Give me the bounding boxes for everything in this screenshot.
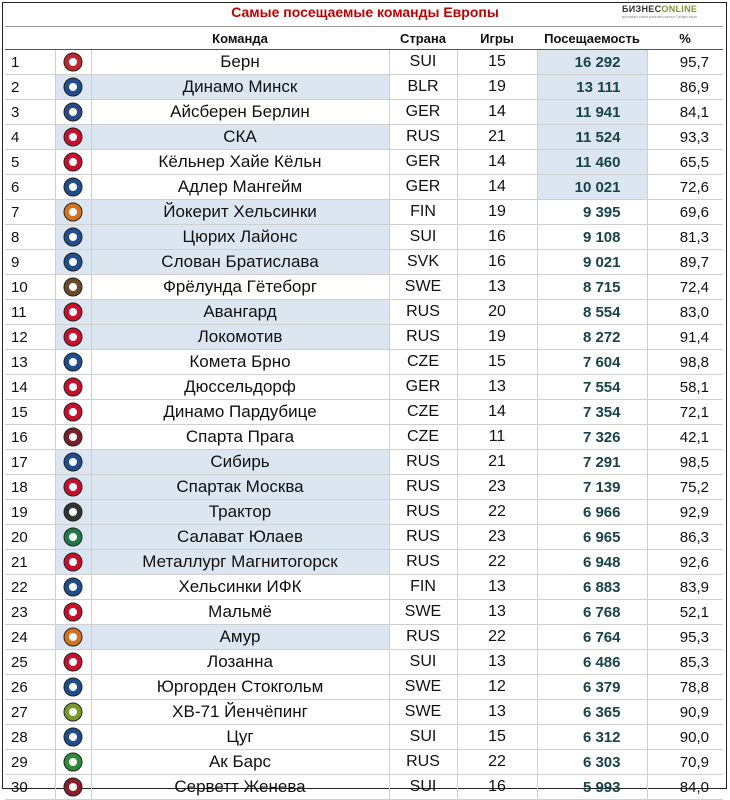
attendance-cell: 11 941 bbox=[537, 100, 647, 125]
rank-cell: 17 bbox=[5, 450, 55, 475]
team-name-cell: Цюрих Лайонс bbox=[91, 225, 389, 250]
team-name-cell: Серветт Женева bbox=[91, 775, 389, 800]
table-row bbox=[5, 300, 723, 325]
attendance-table bbox=[5, 26, 723, 800]
attendance-cell: 6 312 bbox=[537, 725, 647, 750]
country-cell: SWE bbox=[389, 600, 457, 625]
header-rank bbox=[5, 27, 55, 50]
country-cell: SUI bbox=[389, 50, 457, 75]
team-name-cell: Йокерит Хельсинки bbox=[91, 200, 389, 225]
pct-cell: 70,9 bbox=[647, 750, 723, 775]
rank-cell: 29 bbox=[5, 750, 55, 775]
country-cell: SUI bbox=[389, 725, 457, 750]
team-name-cell: Сибирь bbox=[91, 450, 389, 475]
team-name-cell: Юргорден Стокгольм bbox=[91, 675, 389, 700]
shark-icon bbox=[55, 150, 91, 175]
attendance-cell: 6 486 bbox=[537, 650, 647, 675]
table-row bbox=[5, 475, 723, 500]
eagle-icon bbox=[55, 175, 91, 200]
pct-cell: 98,8 bbox=[647, 350, 723, 375]
rank-cell: 5 bbox=[5, 150, 55, 175]
team-name-cell: Хельсинки ИФК bbox=[91, 575, 389, 600]
country-cell: RUS bbox=[389, 125, 457, 150]
attendance-cell: 7 604 bbox=[537, 350, 647, 375]
team-name-cell: Кёльнер Хайе Кёльн bbox=[91, 150, 389, 175]
table-row bbox=[5, 175, 723, 200]
pct-cell: 85,3 bbox=[647, 650, 723, 675]
rank-cell: 13 bbox=[5, 350, 55, 375]
games-cell: 19 bbox=[457, 200, 537, 225]
pct-cell: 69,6 bbox=[647, 200, 723, 225]
table-row bbox=[5, 450, 723, 475]
country-cell: BLR bbox=[389, 75, 457, 100]
games-cell: 16 bbox=[457, 250, 537, 275]
table-row bbox=[5, 600, 723, 625]
pct-cell: 92,6 bbox=[647, 550, 723, 575]
team-name-cell: Спарта Прага bbox=[91, 425, 389, 450]
country-cell: RUS bbox=[389, 475, 457, 500]
pct-cell: 92,9 bbox=[647, 500, 723, 525]
team-name-cell: СКА bbox=[91, 125, 389, 150]
games-cell: 23 bbox=[457, 525, 537, 550]
tiger-icon bbox=[55, 625, 91, 650]
games-cell: 13 bbox=[457, 275, 537, 300]
table-row bbox=[5, 700, 723, 725]
table-row bbox=[5, 575, 723, 600]
table-row bbox=[5, 650, 723, 675]
rank-cell: 9 bbox=[5, 250, 55, 275]
pct-cell: 72,1 bbox=[647, 400, 723, 425]
rank-cell: 4 bbox=[5, 125, 55, 150]
games-cell: 13 bbox=[457, 375, 537, 400]
team-name-cell: Берн bbox=[91, 50, 389, 75]
team-name-cell: Лозанна bbox=[91, 650, 389, 675]
games-cell: 19 bbox=[457, 75, 537, 100]
attendance-cell: 11 524 bbox=[537, 125, 647, 150]
team-name-cell: Адлер Мангейм bbox=[91, 175, 389, 200]
pct-cell: 52,1 bbox=[647, 600, 723, 625]
country-cell: SVK bbox=[389, 250, 457, 275]
games-cell: 15 bbox=[457, 725, 537, 750]
rank-cell: 2 bbox=[5, 75, 55, 100]
country-cell: SWE bbox=[389, 275, 457, 300]
rank-cell: 20 bbox=[5, 525, 55, 550]
pct-cell: 86,9 bbox=[647, 75, 723, 100]
games-cell: 14 bbox=[457, 100, 537, 125]
pct-cell: 84,1 bbox=[647, 100, 723, 125]
table-row bbox=[5, 100, 723, 125]
country-cell: RUS bbox=[389, 550, 457, 575]
country-cell: GER bbox=[389, 375, 457, 400]
rank-cell: 22 bbox=[5, 575, 55, 600]
attendance-cell: 7 554 bbox=[537, 375, 647, 400]
country-cell: CZE bbox=[389, 425, 457, 450]
logo-accent-text: ONLINE bbox=[661, 4, 698, 14]
rank-cell: 23 bbox=[5, 600, 55, 625]
table-row bbox=[5, 75, 723, 100]
sparta-s-icon bbox=[55, 425, 91, 450]
attendance-cell: 6 948 bbox=[537, 550, 647, 575]
comet-icon bbox=[55, 350, 91, 375]
pct-cell: 42,1 bbox=[647, 425, 723, 450]
games-cell: 13 bbox=[457, 600, 537, 625]
attendance-cell: 6 966 bbox=[537, 500, 647, 525]
rank-cell: 25 bbox=[5, 650, 55, 675]
games-cell: 14 bbox=[457, 175, 537, 200]
rank-cell: 8 bbox=[5, 225, 55, 250]
country-cell: RUS bbox=[389, 500, 457, 525]
rank-cell: 27 bbox=[5, 700, 55, 725]
indian-head-icon bbox=[55, 275, 91, 300]
salavat-icon bbox=[55, 525, 91, 550]
team-name-cell: Трактор bbox=[91, 500, 389, 525]
deg-lion-icon bbox=[55, 375, 91, 400]
country-cell: SUI bbox=[389, 775, 457, 800]
country-cell: SUI bbox=[389, 650, 457, 675]
table-row bbox=[5, 275, 723, 300]
attendance-cell: 7 326 bbox=[537, 425, 647, 450]
games-cell: 22 bbox=[457, 750, 537, 775]
games-cell: 13 bbox=[457, 700, 537, 725]
country-cell: GER bbox=[389, 150, 457, 175]
rank-cell: 26 bbox=[5, 675, 55, 700]
spartak-rhombus-icon bbox=[55, 475, 91, 500]
table-row bbox=[5, 725, 723, 750]
games-cell: 16 bbox=[457, 225, 537, 250]
country-cell: RUS bbox=[389, 525, 457, 550]
team-name-cell: Локомотив bbox=[91, 325, 389, 350]
country-cell: CZE bbox=[389, 350, 457, 375]
rank-cell: 18 bbox=[5, 475, 55, 500]
country-cell: CZE bbox=[389, 400, 457, 425]
polar-bear-icon bbox=[55, 100, 91, 125]
games-cell: 15 bbox=[457, 50, 537, 75]
pct-cell: 81,3 bbox=[647, 225, 723, 250]
table-row bbox=[5, 625, 723, 650]
attendance-cell: 10 021 bbox=[537, 175, 647, 200]
country-cell: GER bbox=[389, 175, 457, 200]
table-row bbox=[5, 425, 723, 450]
attendance-cell: 7 139 bbox=[537, 475, 647, 500]
team-name-cell: Ак Барс bbox=[91, 750, 389, 775]
ska-star-icon bbox=[55, 125, 91, 150]
lausanne-lion-icon bbox=[55, 650, 91, 675]
hv71-icon bbox=[55, 700, 91, 725]
rank-cell: 24 bbox=[5, 625, 55, 650]
rank-cell: 12 bbox=[5, 325, 55, 350]
pct-cell: 90,0 bbox=[647, 725, 723, 750]
servette-icon bbox=[55, 775, 91, 800]
table-row bbox=[5, 400, 723, 425]
page-title: Самые посещаемые команды Европы bbox=[231, 4, 499, 20]
attendance-cell: 9 021 bbox=[537, 250, 647, 275]
games-cell: 19 bbox=[457, 325, 537, 350]
pct-cell: 95,7 bbox=[647, 50, 723, 75]
table-row bbox=[5, 500, 723, 525]
team-name-cell: Комета Брно bbox=[91, 350, 389, 375]
games-cell: 22 bbox=[457, 500, 537, 525]
dinamo-minsk-bison-icon bbox=[55, 75, 91, 100]
rank-cell: 3 bbox=[5, 100, 55, 125]
lokomotiv-icon bbox=[55, 325, 91, 350]
games-cell: 20 bbox=[457, 300, 537, 325]
pct-cell: 98,5 bbox=[647, 450, 723, 475]
header-logo bbox=[55, 27, 91, 50]
pct-cell: 84,0 bbox=[647, 775, 723, 800]
attendance-cell: 6 379 bbox=[537, 675, 647, 700]
country-cell: RUS bbox=[389, 300, 457, 325]
pct-cell: 89,7 bbox=[647, 250, 723, 275]
country-cell: RUS bbox=[389, 625, 457, 650]
djurgarden-icon bbox=[55, 675, 91, 700]
logo-main-text: БИЗНЕС bbox=[622, 4, 662, 14]
attendance-cell: 16 292 bbox=[537, 50, 647, 75]
attendance-cell: 6 365 bbox=[537, 700, 647, 725]
attendance-cell: 9 395 bbox=[537, 200, 647, 225]
header-pct: % bbox=[647, 27, 723, 50]
hifk-icon bbox=[55, 575, 91, 600]
pct-cell: 75,2 bbox=[647, 475, 723, 500]
rank-cell: 1 bbox=[5, 50, 55, 75]
team-name-cell: ХВ-71 Йенчёпинг bbox=[91, 700, 389, 725]
attendance-cell: 6 965 bbox=[537, 525, 647, 550]
country-cell: SWE bbox=[389, 675, 457, 700]
table-header-row bbox=[5, 27, 723, 50]
country-cell: SWE bbox=[389, 700, 457, 725]
attendance-cell: 8 715 bbox=[537, 275, 647, 300]
pct-cell: 91,4 bbox=[647, 325, 723, 350]
country-cell: RUS bbox=[389, 325, 457, 350]
pct-cell: 65,5 bbox=[647, 150, 723, 175]
rank-cell: 16 bbox=[5, 425, 55, 450]
games-cell: 16 bbox=[457, 775, 537, 800]
pct-cell: 83,9 bbox=[647, 575, 723, 600]
pct-cell: 72,4 bbox=[647, 275, 723, 300]
pct-cell: 90,9 bbox=[647, 700, 723, 725]
table-row bbox=[5, 750, 723, 775]
pct-cell: 83,0 bbox=[647, 300, 723, 325]
rank-cell: 11 bbox=[5, 300, 55, 325]
attendance-cell: 6 764 bbox=[537, 625, 647, 650]
rank-cell: 14 bbox=[5, 375, 55, 400]
attendance-cell: 7 291 bbox=[537, 450, 647, 475]
table-row bbox=[5, 250, 723, 275]
ak-bars-leopard-icon bbox=[55, 750, 91, 775]
pct-cell: 93,3 bbox=[647, 125, 723, 150]
zug-bull-icon bbox=[55, 725, 91, 750]
team-name-cell: Металлург Магнитогорск bbox=[91, 550, 389, 575]
games-cell: 21 bbox=[457, 450, 537, 475]
team-name-cell: Цуг bbox=[91, 725, 389, 750]
table-row bbox=[5, 50, 723, 75]
games-cell: 14 bbox=[457, 150, 537, 175]
country-cell: GER bbox=[389, 100, 457, 125]
games-cell: 13 bbox=[457, 650, 537, 675]
attendance-cell: 7 354 bbox=[537, 400, 647, 425]
team-name-cell: Салават Юлаев bbox=[91, 525, 389, 550]
lion-icon bbox=[55, 225, 91, 250]
rank-cell: 6 bbox=[5, 175, 55, 200]
team-name-cell: Фрёлунда Гётеборг bbox=[91, 275, 389, 300]
traktor-icon bbox=[55, 500, 91, 525]
games-cell: 14 bbox=[457, 400, 537, 425]
country-cell: SUI bbox=[389, 225, 457, 250]
games-cell: 22 bbox=[457, 625, 537, 650]
team-name-cell: Амур bbox=[91, 625, 389, 650]
rank-cell: 30 bbox=[5, 775, 55, 800]
country-cell: RUS bbox=[389, 450, 457, 475]
header-games: Игры bbox=[457, 27, 537, 50]
games-cell: 12 bbox=[457, 675, 537, 700]
attendance-cell: 11 460 bbox=[537, 150, 647, 175]
attendance-cell: 9 108 bbox=[537, 225, 647, 250]
rank-cell: 21 bbox=[5, 550, 55, 575]
team-name-cell: Динамо Минск bbox=[91, 75, 389, 100]
table-row bbox=[5, 525, 723, 550]
jester-icon bbox=[55, 200, 91, 225]
table-row bbox=[5, 350, 723, 375]
team-name-cell: Спартак Москва bbox=[91, 475, 389, 500]
metallurg-icon bbox=[55, 550, 91, 575]
table-row bbox=[5, 550, 723, 575]
avangard-wings-icon bbox=[55, 300, 91, 325]
attendance-cell: 13 111 bbox=[537, 75, 647, 100]
attendance-cell: 8 272 bbox=[537, 325, 647, 350]
sibir-snowflake-icon bbox=[55, 450, 91, 475]
biznes-online-logo bbox=[622, 4, 722, 24]
table-row bbox=[5, 675, 723, 700]
country-cell: FIN bbox=[389, 200, 457, 225]
games-cell: 15 bbox=[457, 350, 537, 375]
games-cell: 11 bbox=[457, 425, 537, 450]
attendance-cell: 8 554 bbox=[537, 300, 647, 325]
header-team: Команда bbox=[91, 27, 389, 50]
pct-cell: 78,8 bbox=[647, 675, 723, 700]
pct-cell: 58,1 bbox=[647, 375, 723, 400]
bern-bear-icon bbox=[55, 50, 91, 75]
team-name-cell: Слован Братислава bbox=[91, 250, 389, 275]
logo-subtitle: деловая электронная газета Татарстана bbox=[622, 14, 697, 19]
redhawk-icon bbox=[55, 600, 91, 625]
attendance-cell: 6 883 bbox=[537, 575, 647, 600]
slovan-v-icon bbox=[55, 250, 91, 275]
games-cell: 13 bbox=[457, 575, 537, 600]
games-cell: 22 bbox=[457, 550, 537, 575]
country-cell: RUS bbox=[389, 750, 457, 775]
table-row bbox=[5, 325, 723, 350]
games-cell: 21 bbox=[457, 125, 537, 150]
rank-cell: 10 bbox=[5, 275, 55, 300]
header-attendance: Посещаемость bbox=[537, 27, 647, 50]
table-row bbox=[5, 375, 723, 400]
header-country: Страна bbox=[389, 27, 457, 50]
table-row bbox=[5, 150, 723, 175]
team-name-cell: Авангард bbox=[91, 300, 389, 325]
attendance-cell: 5 993 bbox=[537, 775, 647, 800]
games-cell: 23 bbox=[457, 475, 537, 500]
attendance-cell: 6 303 bbox=[537, 750, 647, 775]
table-row bbox=[5, 775, 723, 800]
table-row bbox=[5, 125, 723, 150]
table-row bbox=[5, 200, 723, 225]
team-name-cell: Айсберен Берлин bbox=[91, 100, 389, 125]
country-cell: FIN bbox=[389, 575, 457, 600]
rank-cell: 15 bbox=[5, 400, 55, 425]
rank-cell: 19 bbox=[5, 500, 55, 525]
pct-cell: 95,3 bbox=[647, 625, 723, 650]
rank-cell: 7 bbox=[5, 200, 55, 225]
horse-icon bbox=[55, 400, 91, 425]
attendance-cell: 6 768 bbox=[537, 600, 647, 625]
pct-cell: 72,6 bbox=[647, 175, 723, 200]
table-row bbox=[5, 225, 723, 250]
rank-cell: 28 bbox=[5, 725, 55, 750]
team-name-cell: Мальмё bbox=[91, 600, 389, 625]
pct-cell: 86,3 bbox=[647, 525, 723, 550]
team-name-cell: Динамо Пардубице bbox=[91, 400, 389, 425]
team-name-cell: Дюссельдорф bbox=[91, 375, 389, 400]
